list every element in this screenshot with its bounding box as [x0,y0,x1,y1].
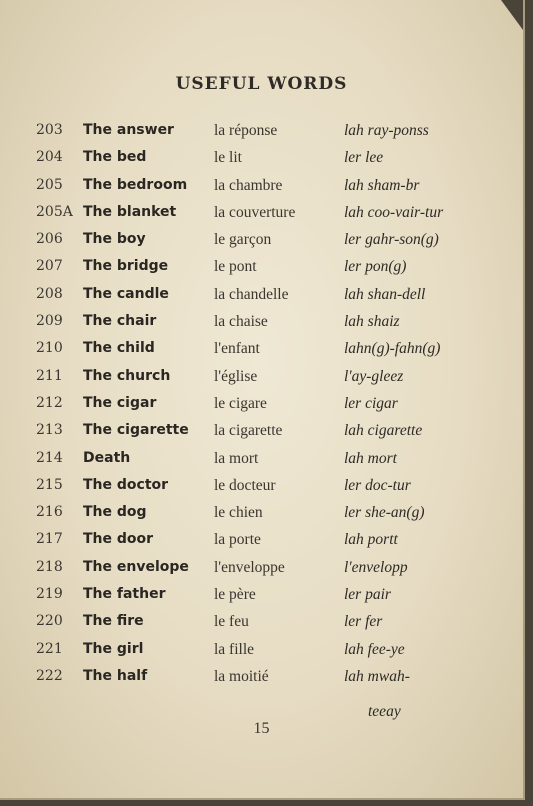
entry-number: 204 [36,149,63,166]
entry-number: 210 [36,340,63,357]
english-word: The envelope [83,558,189,575]
entry-number: 211 [36,367,63,384]
pronunciation: lah coo-vair-tur [344,203,444,221]
word-row [0,609,523,636]
page-title: USEFUL WORDS [175,74,348,94]
entry-number: 221 [36,640,63,657]
english-word: The girl [83,640,144,657]
entry-number: 215 [36,476,63,493]
entry-number: 217 [36,531,63,548]
word-row [0,664,523,691]
word-row [0,282,523,309]
page-corner [501,0,523,30]
entry-number: 205A [36,203,73,220]
pronunciation: ler she-an(g) [344,504,425,522]
word-row [0,582,523,609]
english-word: The cigarette [83,422,189,439]
french-word: le père [214,586,256,604]
french-word: la chandelle [214,285,289,303]
word-row [0,473,523,500]
word-row [0,637,523,664]
english-word: The blanket [83,203,177,220]
word-row [0,200,523,227]
pronunciation: lah ray-ponss [344,122,429,139]
entry-number: 213 [36,422,63,439]
french-word: la moitié [214,667,269,685]
french-word: la chaise [214,313,268,331]
pronunciation: ler lee [344,149,384,167]
pronunciation: lah mort [344,449,397,467]
entry-number: 214 [36,449,63,466]
pronunciation: ler cigar [344,394,398,412]
entry-number: 222 [36,667,63,684]
entry-number: 218 [36,558,63,575]
pronunciation: ler pon(g) [344,258,407,276]
french-word: le chien [214,504,263,522]
english-word: The bedroom [83,176,188,193]
word-row [0,145,523,172]
pronunciation: ler doc-tur [344,476,411,494]
entry-number: 205 [36,176,63,193]
entry-number: 220 [36,613,63,630]
english-word: The child [83,340,155,357]
pronunciation: lah cigarette [344,422,423,440]
english-word: The bed [83,149,147,166]
entry-number: 209 [36,313,63,330]
french-word: la cigarette [214,422,283,440]
french-word: la réponse [214,122,278,139]
pronunciation: lah mwah- [344,667,410,685]
entry-number: 208 [36,285,63,302]
pronunciation: l'ay-gleez [344,367,404,385]
english-word: The doctor [83,476,169,493]
entry-number: 216 [36,504,63,521]
word-row [0,500,523,527]
entry-number: 219 [36,586,63,603]
french-word: le lit [214,149,242,167]
word-list [0,118,523,691]
word-row [0,391,523,418]
word-row [0,309,523,336]
french-word: le garçon [214,231,272,249]
french-word: le feu [214,613,249,631]
french-word: la mort [214,449,259,467]
pronunciation: l'envelopp [344,558,408,576]
english-word: The fire [83,613,144,630]
word-row [0,118,523,145]
english-word: Death [83,449,131,466]
english-word: The half [83,667,148,684]
english-word: The candle [83,285,169,302]
word-row [0,555,523,582]
page-number: 15 [253,720,270,737]
word-row [0,364,523,391]
french-word: la porte [214,531,261,549]
french-word: l'enfant [214,340,260,358]
pronunciation: ler pair [344,586,391,604]
french-word: l'église [214,367,258,385]
pronunciation: lah portt [344,531,398,549]
french-word: le pont [214,258,257,276]
entry-number: 207 [36,258,63,275]
entry-number: 206 [36,231,63,248]
word-row [0,173,523,200]
pronunciation: ler gahr-son(g) [344,231,439,249]
english-word: The answer [83,122,174,138]
word-row [0,418,523,445]
french-word: la couverture [214,203,296,221]
entry-number: 212 [36,394,63,411]
french-word: le docteur [214,476,276,494]
english-word: The father [83,586,166,603]
french-word: la chambre [214,176,283,194]
french-word: le cigare [214,394,267,412]
english-word: The bridge [83,258,169,275]
english-word: The dog [83,504,147,521]
english-word: The chair [83,313,157,330]
word-row [0,446,523,473]
word-row [0,227,523,254]
pronunciation: lah sham-br [344,176,420,194]
pronunciation-continuation: teeay [368,703,401,720]
english-word: The boy [83,231,146,248]
pronunciation: ler fer [344,613,383,631]
pronunciation: lahn(g)-fahn(g) [344,340,441,358]
english-word: The door [83,531,154,548]
french-word: la fille [214,640,255,658]
pronunciation: lah fee-ye [344,640,405,658]
english-word: The cigar [83,394,157,411]
pronunciation: lah shaiz [344,313,400,331]
word-row [0,254,523,281]
entry-number: 203 [36,122,63,138]
word-row [0,336,523,363]
pronunciation: lah shan-dell [344,285,426,303]
english-word: The church [83,367,171,384]
word-row [0,527,523,554]
french-word: l'enveloppe [214,558,285,576]
